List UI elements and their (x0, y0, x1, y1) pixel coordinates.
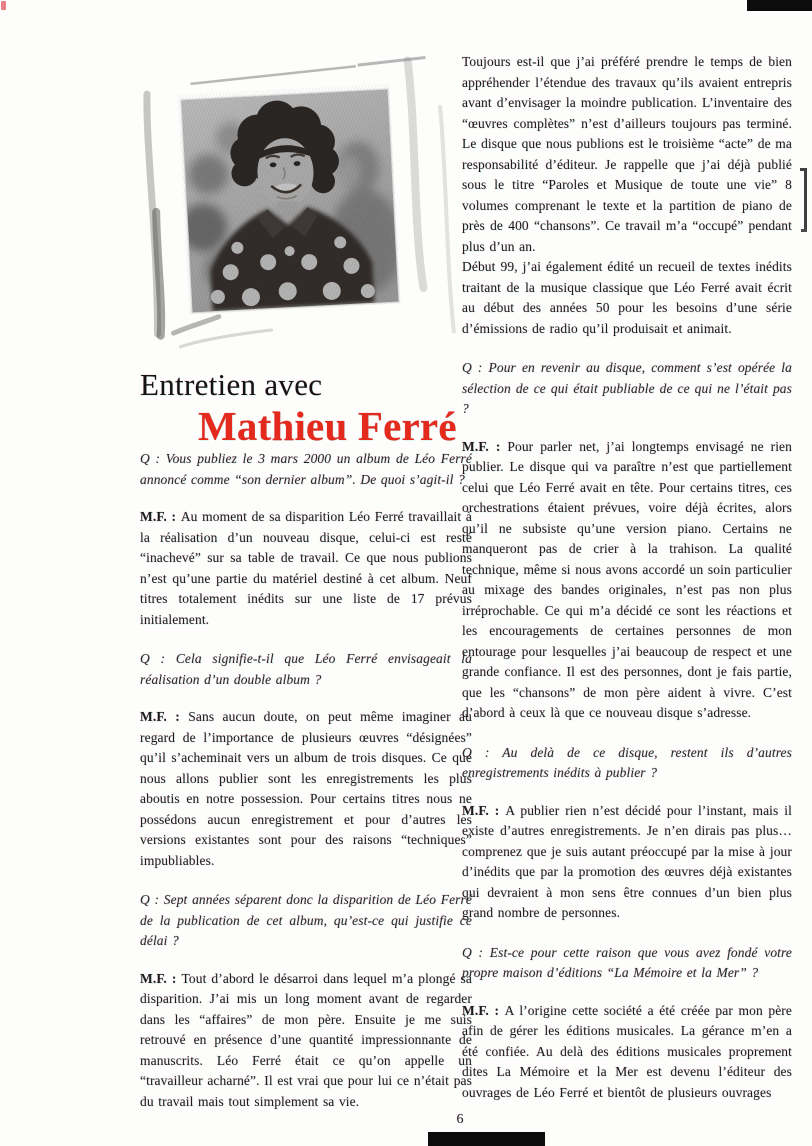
question-prefix: Q : (140, 651, 176, 666)
page-number: 6 (456, 1112, 464, 1127)
title-line1: Entretien avec (140, 367, 323, 402)
question-prefix: Q : (462, 944, 490, 960)
scan-bar-top-right (747, 0, 812, 11)
question-prefix: Q : (140, 892, 164, 907)
answer-prefix: M.F. : (462, 438, 508, 454)
interview-question: Q : Cela signifie-t-il que Léo Ferré envisageait la réalisation d’un double album ? (140, 651, 472, 687)
page-title (140, 367, 472, 449)
title-line2: Mathieu Ferré (198, 403, 457, 449)
scan-speck-top-left (1, 1, 6, 10)
left-column (140, 55, 472, 1112)
answer-prefix: M.F. : (462, 802, 506, 818)
interview-answer: M.F. : A l’origine cette société a été créée par mon père afin de gérer les éditions musicales. La gérance m’en a été confiée. Au delà des éditions musicales proprement dites La Mémoire et la Mer est devenu l’éditeur des ouvrages de Léo Ferré et bientôt de plusieurs ouvrages (462, 1002, 792, 1100)
scan-bar-bottom (428, 1132, 545, 1146)
right-column-text (462, 52, 792, 1103)
interview-question: Q : Au delà de ce disque, restent ils d’autres enregistrements inédits à publier ? (462, 744, 792, 780)
answer-prefix: M.F. : (462, 1002, 505, 1018)
interview-question: Q : Vous publiez le 3 mars 2000 un album de Léo Ferré annoncé comme “son dernier album”. De quoi s’agit-il ? (140, 451, 472, 487)
question-prefix: Q : (462, 744, 503, 760)
interview-answer: M.F. : A publier rien n’est décidé pour l’instant, mais il existe d’autres enregistrements. Je n’en dirais pas plus… comprenez que je suis autant préoccupé par la mise à jour d’inédits que par la promotion des œuvres déjà existantes qui devraient à mon sens être connues d’un bien plus grand nombre de personnes. (462, 802, 792, 920)
scan-mark-right-edge (804, 168, 807, 232)
interview-answer: M.F. : Pour parler net, j’ai longtemps envisagé ne rien publier. Le disque qui va paraître n’est que partiellement celui que Léo Ferré avait en tête. Pour certains titres, ces orchestrations étaient prévues, voire déjà écrites, alors qu’il ne subsiste qu’une version piano. Certains ne manqueront pas de crier à la trahison. La qualité technique, même si nous avons accordé un soin particulier au mixage des bandes originales, n’est pas non plus irréprochable. Ce qui m’a décidé ce sont les réactions et les encouragements de certaines personnes de mon entourage pour lesquelles j’ai beaucoup de respect et une grande confiance. Il est des personnes, dont je fais partie, que les “chansons” de mon père aident à vivre. C’est d’abord à ceux là que ce nouveau disque s’adresse. (462, 438, 793, 720)
portrait-photo (115, 55, 460, 355)
question-prefix: Q : (462, 360, 489, 375)
interview-question: Q : Est-ce pour cette raison que vous avez fondé votre propre maison d’éditions “La Mémoire et la Mer” ? (462, 944, 792, 980)
interview-question: Q : Sept années séparent donc la disparition de Léo Ferré de la publication de cet album, qu’est-ce qui justifie ce délai ? (140, 892, 472, 948)
answer-continuation: Début 99, j’ai également édité un recueil de textes inédits traitant de la musique classique que Léo Ferré avait écrit au début des années 50 pour les besoins d’une série d’émissions de radio qu’il produisait et animait. (462, 259, 792, 336)
left-column-text (140, 449, 472, 1112)
interview-answer: M.F. : Sans aucun doute, on peut même imaginer au regard de l’importance de plusieurs œuvres “désignées” qu’il s’acheminait vers un album de trois disques. Ce que nous allons publier sont les enregistrements les plus aboutis en notre possession. Pour certains titres nous ne possédons aucun enregistrement et pour d’autres les versions existantes sont pour des raisons “techniques” impubliables. (140, 709, 472, 868)
portrait-photo-illustration (115, 55, 460, 355)
interview-answer: M.F. : Tout d’abord le désarroi dans lequel m’a plongé sa disparition. J’ai mis un long moment avant de regarder dans les “affaires” de mon père. Ensuite je me suis retrouvé en présence d’une quantité impressionnante de manuscrits. Léo Ferré était ce qu’on appelle un “travailleur acharné”. Il est vrai que pour lui ce n’était pas du travail mais tout simplement sa vie. (140, 970, 473, 1109)
right-column (462, 52, 792, 1103)
interview-answer: M.F. : Au moment de sa disparition Léo Ferré travaillait à la réalisation d’un nouveau disque, celui-ci est resté “inachevé” sur sa table de travail. Ce que nous publions n’est qu’une partie du matériel destiné à cet album. Neuf titres totalement inédits sur une liste de 17 prévus initialement. (140, 509, 473, 627)
answer-prefix: M.F. : (140, 970, 182, 986)
answer-prefix: M.F. : (140, 509, 181, 524)
answer-prefix: M.F. : (140, 709, 189, 724)
interview-question: Q : Pour en revenir au disque, comment s’est opérée la sélection de ce qui était publiable de ce qui ne l’était pas ? (462, 360, 792, 416)
answer-continuation: Toujours est-il que j’ai préféré prendre le temps de bien appréhender l’étendue des travaux qu’ils avaient entrepris avant d’envisager la moindre publication. L’inventaire des “œuvres complètes” n’est d’ailleurs toujours pas terminé. Le disque que nous publions est le troisième “acte” de ma responsabilité d’éditeur. Je rappelle que j’ai déjà publié sous le titre “Paroles et Musique de toute une vie” 8 volumes comprenant le texte et la partition de piano de près de 400 “chansons”. Ce travail m’a “occupé” pendant plus d’un an. (462, 54, 792, 254)
question-prefix: Q : (140, 451, 166, 466)
